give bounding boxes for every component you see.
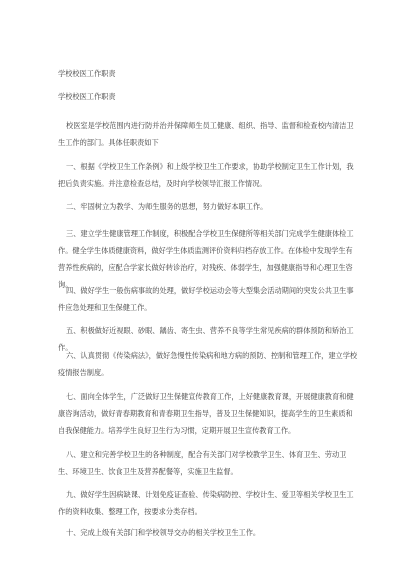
duty-item-4: 四、做好学生一般伤病事故的处理，做好学校运动会等大型集会活动期间的突发公共卫生事件应急处理和卫生保健工作。	[58, 286, 354, 312]
duty-item-6: 六、认真贯彻《传染病法》，做好急慢性传染病和地方病的预防、控制和管理工作，建立学校疫情报告制度。	[58, 351, 358, 377]
duty-item-1: 一、根据《学校卫生工作条例》和上级学校卫生工作要求，协助学校制定卫生工作计划，我把后负责实施。并注意检查总结，及时向学校领导汇报工作情况。	[58, 162, 354, 188]
duty-item-8: 八、建立和完善学校卫生的各种制度，配合有关部门对学校教学卫生、体育卫生、劳动卫生、环境卫生、饮食卫生及营养配餐等，实施卫生监督。	[58, 450, 347, 476]
duty-item-3: 三、建立学生健康管理工作制度，积极配合学校卫生保健所等相关部门完成学生健康体检工作。健全学生体质健康资料，做好学生体质监测评价资料归档存放工作。在体检中发现学生有营养性疾病的，应配合学家长做好转诊治疗，对残疾、体弱学生，加强健康指导和心理卫生咨询。	[58, 229, 354, 289]
doc-subtitle: 学校校医工作职责	[58, 92, 116, 101]
duty-item-10: 十、完成上级有关部门和学校领导交办的相关学校卫生工作。	[66, 528, 261, 537]
duty-item-9: 九、做好学生因病缺课、计划免疫证查验、传染病防控、学校计生、爱卫等相关学校卫生工作的资料收集、整理工作，按要求分类存档。	[58, 490, 354, 516]
duty-item-5: 五、积极做好近视眼、砂眼、龋齿、寄生虫、营养不良等学生常见疾病的群体预防和矫治工作。	[58, 326, 354, 352]
duty-item-2: 二、牢固树立为教学、为师生服务的思想，努力做好本职工作。	[66, 202, 268, 211]
doc-title: 学校校医工作职责	[58, 69, 116, 78]
intro-paragraph: 校医室是学校范围内进行防并治并保障师生员工健康、组织、指导、监督和检查校内清洁卫生工作的部门。具体任职责如下	[58, 121, 354, 147]
duty-item-7: 七、面向全体学生，广泛做好卫生保健宣传教育工作，上好健康教育课，开展健康教育和健康咨询活动，做好青春期教育和青春期卫生指导，普及卫生保健知识，提高学生的卫生素质和自我保健能力。培养学生良好卫生行为习惯，定期开展卫生宣传教育工作。	[58, 392, 354, 435]
